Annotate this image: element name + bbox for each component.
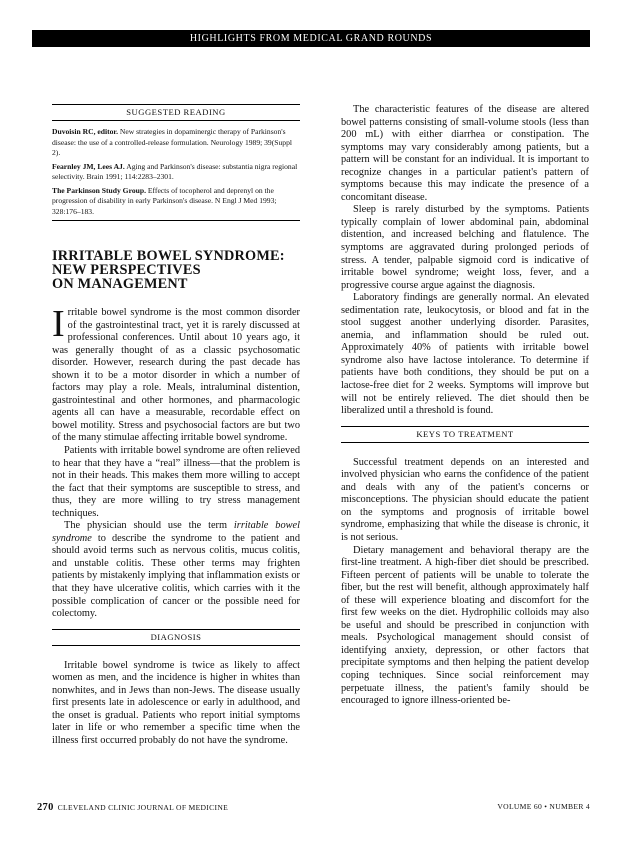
article-title [52,249,300,291]
reference-authors: The Parkinson Study Group. [52,185,146,195]
drop-cap: I [52,303,65,345]
journal-name: CLEVELAND CLINIC JOURNAL OF MEDICINE [57,803,229,812]
section-banner: HIGHLIGHTS FROM MEDICAL GRAND ROUNDS [32,30,590,47]
suggested-reading-heading: SUGGESTED READING [52,104,300,121]
reference-item [52,127,300,159]
reference-text: Aging and Parkinson's disease: substantia nigra regional selectivity. Brain 1991; 114:2283–2301. [52,161,298,181]
article-title-line: NEW PERSPECTIVES [52,262,201,278]
diagnosis-heading: DIAGNOSIS [52,629,300,646]
emphasized-term: irritable bowel syndrome [52,520,300,544]
reference-text: New strategies in dopaminergic therapy of Parkinson's disease: the use of a controlled-release formulation. Neurology 1989; 39(Suppl 2). [52,127,292,157]
reference-authors: Fearnley JM, Lees AJ. [52,161,125,171]
page-footer-left [37,802,228,813]
article-title-line: IRRITABLE BOWEL SYNDROME: [52,248,285,264]
body-paragraph: Laboratory findings are generally normal. An elevated sedimentation rate, leukocytosis, or blood and fat in the stool suggest another underlying disorder. Parasites, anemia, and inflammation should be ruled out. Approximately 40% of patients with irritable bowel syndrome also have lactose intolerance. To determine if patients have both conditions, they should be put on a lactose-free diet for 2 weeks. Symptoms will improve but will not be entirely relieved. The diet should then be liberalized until a threshold is found. [341,292,589,417]
body-paragraph [52,520,300,620]
reference-text: Effects of tocopherol and deprenyl on the progression of disability in early Parkinson's disease. N Engl J Med 1993; 328:176–183. [52,185,277,216]
body-text: to describe the syndrome to the patient and should avoid terms such as nervous colitis, mucus colitis, and unstable colitis. These other terms may frighten patients by mistakenly implying that inflammation exists or that they have ulcerative colitis, which carries with it the possible complication of cancer or the possible need for colectomy. [52,532,300,620]
reference-list [52,127,300,217]
article-title-line: ON MANAGEMENT [52,276,188,292]
article-body-right [341,104,589,708]
body-paragraph: Patients with irritable bowel syndrome are often relieved to hear that they have a “real” illness—that the problem is not in their heads. This makes them more willing to accept the fact that their symptoms are susceptible to stress, and thus, they are more willing to try stress management techniques. [52,445,300,519]
reference-bottom-rule [52,220,300,221]
left-column [52,104,300,748]
intro-text: rritable bowel syndrome is the most common disorder of the gastrointestinal tract, yet it is rarely discussed at professional conferences. Until about 10 years ago, it was generally thought of as a classic psychosomatic disorder. However, research during the past decade has shown it to be a motor disorder in which a number of factors may play a role. Meals, intraluminal distention, gastrointestinal and other hormones, and pharmacologic agents all can have a measurable, recordable effect on bowel motility. Stress and psychosocial factors are but two of the many stimulae affecting irritable bowel syndrome. [52,307,300,444]
body-paragraph: Irritable bowel syndrome is twice as likely to affect women as men, and the incidence is higher in whites than nonwhites, and in Jews than non-Jews. The disease usually first presents late in adolescence or early in adulthood, and the onset is gradual. Patients who report initial symptoms later in life or who remember a specific time when the illness first occurred probably do not have the syndrome. [52,659,300,746]
treatment-heading: KEYS TO TREATMENT [341,426,589,443]
reference-authors: Duvoisin RC, editor. [52,127,118,136]
reference-item [52,162,300,183]
article-body-left [52,303,300,748]
right-column [341,104,589,708]
body-text: The physician should use the term [64,520,234,532]
intro-paragraph [52,303,300,445]
body-paragraph: The characteristic features of the disease are altered bowel patterns consisting of small-volume stools (less than 200 mL) with either diarrhea or constipation. The symptoms may vary considerably among patients, but a pattern will be constant for an individual. It is important to recognize changes in a particular patient's pattern of symptoms because this may indicate the presence of a concomitant disease. [341,104,589,203]
body-paragraph: Sleep is rarely disturbed by the symptoms. Patients typically complain of lower abdominal pain, abdominal distention, and increased belching and flatulence. The symptoms are aggravated during prolonged periods of stress. A tender, palpable sigmoid cord is indicative of irritable bowel syndrome; weight loss, fever, and a progressive course argue against the diagnosis. [341,204,589,291]
body-paragraph: Dietary management and behavioral therapy are the first-line treatment. A high-fiber diet should be prescribed. Fifteen percent of patients will be unable to tolerate the fiber, but the rest will benefit, although approximately half of these will experience bloating and discomfort for the first few weeks on the diet. Hydrophilic colloids may also be useful and should be prescribed in conjunction with meals. Psychological management should consist of identifying anxiety, depression, or other factors that precipitate symptoms and then helping the patient develop coping techniques. Since social reinforcement may perpetuate illness, the patient's family should be encouraged to ignore illness-oriented be- [341,544,589,707]
body-paragraph: Successful treatment depends on an interested and involved physician who earns the confidence of the patient and deals with any of the patient's concerns or misconceptions. The physician should educate the patient on the symptoms and prognosis of irritable bowel syndrome, emphasizing that while the disease is chronic, it is not serious. [341,456,589,543]
reference-item [52,186,300,218]
page-number: 270 [37,802,54,813]
issue-info: VOLUME 60 • NUMBER 4 [497,802,590,811]
